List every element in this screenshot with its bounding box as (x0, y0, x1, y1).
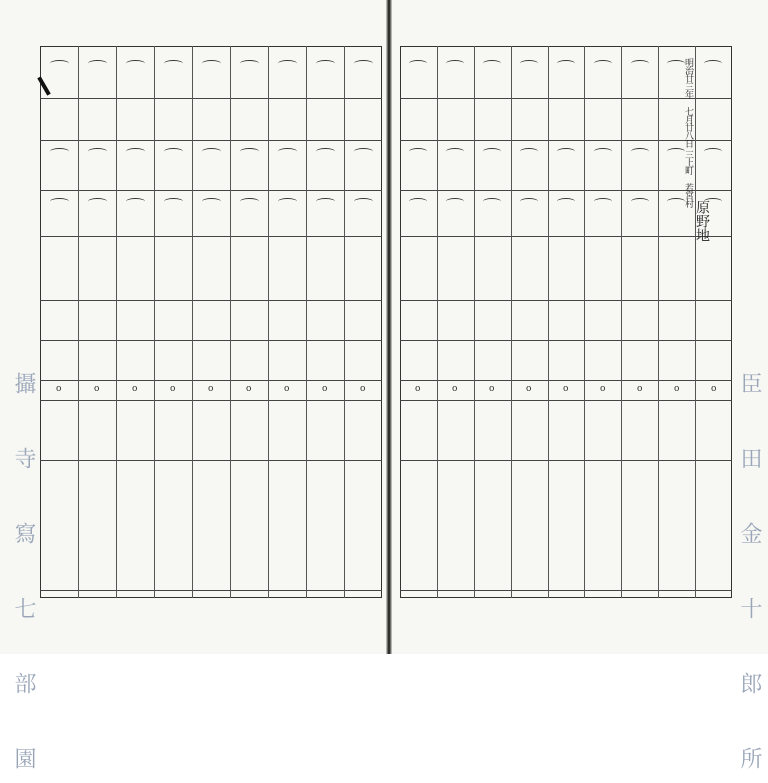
grid-tick-mark (126, 148, 145, 155)
row-rule (400, 460, 732, 461)
grid-tick-mark (50, 198, 69, 205)
column-rule (658, 46, 659, 598)
blank-circle-mark: o (132, 384, 138, 394)
row-rule (400, 590, 732, 591)
row-rule (40, 460, 382, 461)
grid-tick-mark (126, 198, 145, 205)
column-rule (437, 46, 438, 598)
left-table-frame (40, 46, 382, 598)
blank-circle-mark: o (526, 384, 532, 394)
grid-tick-mark (202, 198, 221, 205)
grid-tick-mark (316, 148, 335, 155)
column-rule (230, 46, 231, 598)
grid-tick-mark (483, 148, 501, 155)
grid-tick-mark (240, 198, 259, 205)
grid-tick-mark (631, 148, 649, 155)
grid-tick-mark (164, 148, 183, 155)
row-rule (40, 236, 382, 237)
blank-circle-mark: o (637, 384, 643, 394)
blank-circle-mark: o (452, 384, 458, 394)
grid-tick-mark (446, 198, 464, 205)
grid-tick-mark (316, 60, 335, 67)
grid-tick-mark (202, 60, 221, 67)
row-rule (40, 380, 382, 381)
grid-tick-mark (50, 60, 69, 67)
column-rule (306, 46, 307, 598)
header-place: 三上町 若宮村 (683, 150, 693, 207)
grid-tick-mark (354, 198, 373, 205)
column-rule (192, 46, 193, 598)
blank-circle-mark: o (246, 384, 252, 394)
column-rule (511, 46, 512, 598)
row-rule (40, 400, 382, 401)
column-rule (344, 46, 345, 598)
grid-tick-mark (88, 60, 107, 67)
grid-tick-mark (594, 198, 612, 205)
row-rule (40, 590, 382, 591)
row-rule (40, 140, 382, 141)
blank-circle-mark: o (674, 384, 680, 394)
column-rule (116, 46, 117, 598)
grid-tick-mark (704, 60, 722, 67)
left-margin-title: 攝 寺 寫 七 部 園 (11, 372, 36, 783)
column-rule (78, 46, 79, 598)
blank-circle-mark: o (170, 384, 176, 394)
grid-tick-mark (50, 148, 69, 155)
grid-tick-mark (594, 148, 612, 155)
grid-tick-mark (704, 148, 722, 155)
row-rule (40, 340, 382, 341)
blank-circle-mark: o (208, 384, 214, 394)
row-rule (400, 380, 732, 381)
grid-tick-mark (557, 198, 575, 205)
column-rule (584, 46, 585, 598)
blank-circle-mark: o (489, 384, 495, 394)
blank-circle-mark: o (56, 384, 62, 394)
blank-circle-mark: o (600, 384, 606, 394)
blank-circle-mark: o (360, 384, 366, 394)
column-rule (474, 46, 475, 598)
grid-tick-mark (278, 148, 297, 155)
grid-tick-mark (594, 60, 612, 67)
grid-tick-mark (409, 60, 427, 67)
grid-tick-mark (354, 60, 373, 67)
column-rule (154, 46, 155, 598)
grid-tick-mark (164, 198, 183, 205)
grid-tick-mark (278, 60, 297, 67)
grid-tick-mark (520, 148, 538, 155)
blank-circle-mark: o (711, 384, 717, 394)
grid-tick-mark (409, 148, 427, 155)
grid-tick-mark (483, 60, 501, 67)
column-rule (695, 46, 696, 598)
grid-tick-mark (631, 60, 649, 67)
grid-tick-mark (483, 198, 501, 205)
grid-tick-mark (126, 60, 145, 67)
grid-tick-mark (409, 198, 427, 205)
header-person: 原野地 (694, 200, 710, 242)
blank-circle-mark: o (415, 384, 421, 394)
row-rule (40, 190, 382, 191)
right-margin-title: 臣 田 金 十 郎 所 (737, 372, 762, 783)
blank-circle-mark: o (322, 384, 328, 394)
grid-tick-mark (631, 198, 649, 205)
column-rule (268, 46, 269, 598)
row-rule (40, 300, 382, 301)
grid-tick-mark (354, 148, 373, 155)
grid-tick-mark (240, 60, 259, 67)
grid-tick-mark (520, 198, 538, 205)
grid-tick-mark (446, 148, 464, 155)
grid-tick-mark (240, 148, 259, 155)
grid-tick-mark (557, 148, 575, 155)
row-rule (40, 98, 382, 99)
grid-tick-mark (557, 60, 575, 67)
grid-tick-mark (202, 148, 221, 155)
grid-tick-mark (446, 60, 464, 67)
row-rule (400, 300, 732, 301)
blank-circle-mark: o (94, 384, 100, 394)
blank-circle-mark: o (284, 384, 290, 394)
right-page (392, 0, 768, 783)
grid-tick-mark (88, 198, 107, 205)
grid-tick-mark (88, 148, 107, 155)
column-rule (621, 46, 622, 598)
blank-circle-mark: o (563, 384, 569, 394)
grid-tick-mark (164, 60, 183, 67)
row-rule (400, 340, 732, 341)
row-rule (400, 400, 732, 401)
column-rule (548, 46, 549, 598)
grid-tick-mark (520, 60, 538, 67)
header-date: 明治廿三年 七月廿八日 (683, 58, 693, 147)
grid-tick-mark (316, 198, 335, 205)
grid-tick-mark (278, 198, 297, 205)
row-rule (400, 236, 732, 237)
